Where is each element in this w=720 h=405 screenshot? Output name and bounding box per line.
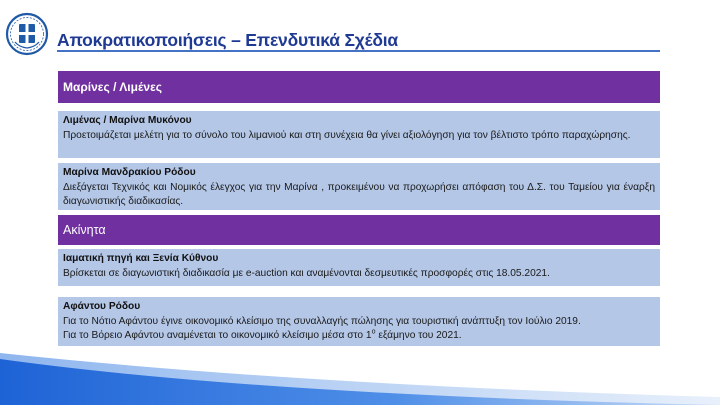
ordinal-superscript: ο [371,328,376,336]
card-body: Διεξάγεται Τεχνικός και Νομικός έλεγχος για την Μαρίνα , προκειμένου να προχωρήσει απόφαση του Δ.Σ. του Ταμείου για έναρξη διαγωνιστικής διαδικασίας. [63,181,655,207]
section-label: Ακίνητα [63,223,106,237]
section-header-real-estate [58,215,660,245]
card-kythnos [58,249,660,286]
card-body-line-1: Για το Νότιο Αφάντου έγινε οικονομικό κλείσιμο της συναλλαγής πώλησης για τουριστική ανάπτυξη τον Ιούλιο 2019. [63,315,581,327]
card-heading: Ιαματική πηγή και Ξενία Κύθνου [63,253,219,264]
card-heading: Μαρίνα Μανδρακίου Ρόδου [63,167,196,178]
card-body-line-2-text: Για το Βόρειο Αφάντου αναμένεται το οικονομικό κλείσιμο μέσα στο 1 [63,330,372,341]
decorative-wave [0,335,720,405]
title-underline [57,50,660,52]
card-body: Προετοιμάζεται μελέτη για το σύνολο του λιμανιού και στη συνέχεια θα γίνει αξιολόγηση για τον βέλτιστο τρόπο παραχώρησης. [63,129,631,141]
section-label: Μαρίνες / Λιμένες [63,80,162,94]
card-heading: Αφάντου Ρόδου [63,301,141,312]
card-body: Βρίσκεται σε διαγωνιστική διαδικασία με e-auction και αναμένονται δεσμευτικές προσφορές στις 18.05.2021. [63,267,550,279]
card-mykonos [58,111,660,158]
section-header-marinas [58,71,660,103]
card-heading: Λιμένας / Μαρίνα Μυκόνου [63,115,192,126]
greek-state-emblem-icon [5,12,49,56]
card-body-line-2-tail: εξάμηνο του 2021. [375,330,462,341]
page-title: Αποκρατικοποιήσεις – Επενδυτικά Σχέδια [57,30,398,50]
card-rhodes-marina [58,163,660,210]
